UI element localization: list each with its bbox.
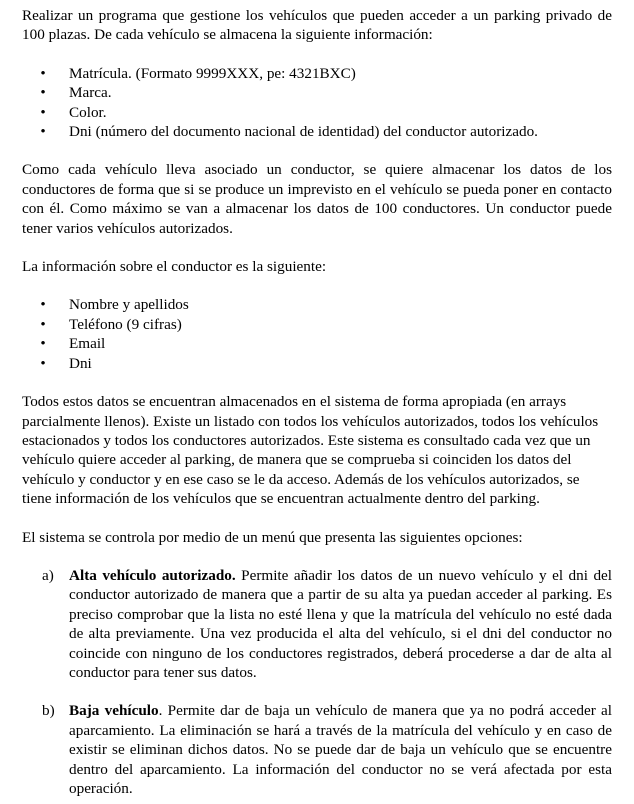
menu-option-baja	[22, 701, 612, 798]
spacer	[22, 509, 612, 528]
bullet-icon: •	[40, 84, 46, 102]
list-item	[22, 334, 612, 353]
list-item	[22, 122, 612, 141]
menu-intro: El sistema se controla por medio de un menú que presenta las siguientes opciones:	[22, 528, 523, 546]
list-item-text: Dni	[69, 354, 92, 372]
intro-paragraph: Realizar un programa que gestione los vehículos que pueden acceder a un parking privado de 100 plazas. De cada vehículo se almacena la siguiente información:	[22, 7, 612, 44]
vehicle-fields-list	[22, 64, 612, 142]
bullet-icon: •	[40, 354, 46, 372]
driver-paragraph: Como cada vehículo lleva asociado un conductor, se quiere almacenar los datos de los conductores de forma que si se produce un imprevisto en el vehículo se pueda poner en contacto con él. Como máximo se van a almacenar los datos de 100 conductores. Un conductor puede tener varios vehículos autorizados.	[22, 161, 612, 237]
bullet-icon: •	[40, 335, 46, 353]
list-item	[22, 295, 612, 314]
spacer	[22, 141, 612, 160]
list-item-text: Marca.	[69, 84, 112, 102]
bullet-icon: •	[40, 64, 46, 82]
list-item	[22, 64, 612, 83]
menu-options-list	[22, 566, 612, 798]
bullet-icon: •	[40, 315, 46, 333]
option-marker: b)	[42, 702, 55, 720]
bullet-icon: •	[40, 103, 46, 121]
list-item	[22, 103, 612, 122]
list-item	[22, 315, 612, 334]
option-marker: a)	[42, 566, 54, 584]
list-item-text: Matrícula. (Formato 9999XXX, pe: 4321BXC)	[69, 64, 356, 82]
menu-option-alta	[22, 566, 612, 682]
spacer	[22, 682, 612, 701]
list-item-text: Nombre y apellidos	[69, 296, 189, 314]
list-item-text: Teléfono (9 cifras)	[69, 315, 182, 333]
list-item-text: Dni (número del documento nacional de identidad) del conductor autorizado.	[69, 123, 538, 141]
list-item-text: Color.	[69, 103, 107, 121]
spacer	[22, 276, 612, 295]
list-item	[22, 354, 612, 373]
list-item	[22, 83, 612, 102]
option-title: Baja vehículo	[69, 702, 159, 720]
list-item-text: Email	[69, 335, 106, 353]
option-title: Alta vehículo autorizado.	[69, 566, 236, 584]
spacer	[22, 45, 612, 64]
driver-fields-list	[22, 295, 612, 373]
storage-paragraph: Todos estos datos se encuentran almacenados en el sistema de forma apropiada (en arrays parcialmente llenos). Existe un listado con todos los vehículos autorizados, todos los vehículos estacionados y todos los conductores autorizados. Este sistema es consultado cada vez que un vehículo quiere acceder al parking, de manera que se comprueba si coinciden los datos del vehículo y conductor y en ese caso se le da acceso. Además de los vehículos autorizados, se tiene información de los vehículos que se encuentran actualmente dentro del parking.	[22, 393, 599, 508]
bullet-icon: •	[40, 296, 46, 314]
spacer	[22, 238, 612, 257]
spacer	[22, 373, 612, 392]
option-text: Permite añadir los datos de un nuevo vehículo y el dni del conductor autorizado de manera que a partir de su alta ya puedan acceder al parking. Es preciso comprobar que la lista no esté llena y que la matrícula del vehículo no esté dada de alta previamente. Una vez producida el alta del vehículo, si el dni del conductor no coincide con ninguno de los conductores registrados, deberá procederse a dar de alta al conductor para tener sus datos.	[69, 566, 612, 681]
driver-info-intro: La información sobre el conductor es la siguiente:	[22, 258, 327, 276]
bullet-icon: •	[40, 123, 46, 141]
option-text: . Permite dar de baja un vehículo de manera que ya no podrá acceder al aparcamiento. La eliminación se hará a través de la matrícula del vehículo y en caso de existir se eliminan dichos datos. No se puede dar de baja un vehículo que se encuentre dentro del aparcamiento. La información del conductor no se verá afectada por esta operación.	[69, 702, 612, 797]
spacer	[22, 547, 612, 566]
